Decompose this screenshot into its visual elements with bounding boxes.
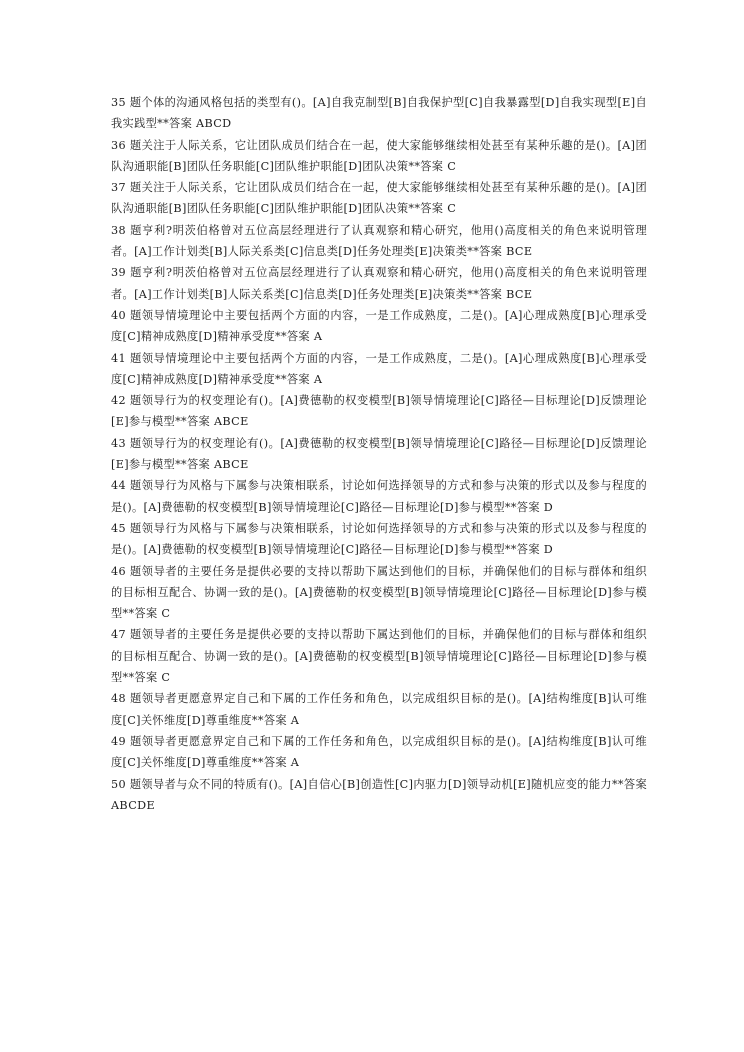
question-38: 38 题亨利?明茨伯格曾对五位高层经理进行了认真观察和精心研究，他用()高度相关的角色来说明管理者。[A]工作计划类[B]人际关系类[C]信息类[D]任务处理类[E]决策类**答案 BCE — [111, 223, 647, 259]
question-35: 35 题个体的沟通风格包括的类型有()。[A]自我克制型[B]自我保护型[C]自我暴露型[D]自我实现型[E]自我实践型**答案 ABCD — [111, 96, 647, 131]
question-47: 47 题领导者的主要任务是提供必要的支持以帮助下属达到他们的目标，并确保他们的目标与群体和组织的目标相互配合、协调一致的是()。[A]费德勒的权变模型[B]领导情境理论[C]路径—目标理论[D]参与模型**答案 C — [111, 628, 647, 685]
question-45: 45 题领导行为风格与下属参与决策相联系，讨论如何选择领导的方式和参与决策的形式以及参与程度的是()。[A]费德勒的权变模型[B]领导情境理论[C]路径—目标理论[D]参与模型**答案 D — [111, 521, 647, 557]
question-36: 36 题关注于人际关系，它让团队成员们结合在一起，使大家能够继续相处甚至有某种乐趣的是()。[A]团队沟通职能[B]团队任务职能[C]团队维护职能[D]团队决策**答案 C — [111, 138, 647, 173]
question-49: 49 题领导者更愿意界定自己和下属的工作任务和角色，以完成组织目标的是()。[A]结构维度[B]认可维度[C]关怀维度[D]尊重维度**答案 A — [111, 734, 647, 770]
question-42: 42 题领导行为的权变理论有()。[A]费德勒的权变模型[B]领导情境理论[C]路径—目标理论[D]反馈理论[E]参与模型**答案 ABCE — [111, 394, 647, 429]
question-50: 50 题领导者与众不同的特质有()。[A]自信心[B]创造性[C]内驱力[D]领导动机[E]随机应变的能力**答案 ABCDE — [111, 777, 647, 812]
question-48: 48 题领导者更愿意界定自己和下属的工作任务和角色，以完成组织目标的是()。[A]结构维度[B]认可维度[C]关怀维度[D]尊重维度**答案 A — [111, 692, 647, 727]
question-37: 37 题关注于人际关系，它让团队成员们结合在一起，使大家能够继续相处甚至有某种乐趣的是()。[A]团队沟通职能[B]团队任务职能[C]团队维护职能[D]团队决策**答案 C — [111, 181, 647, 216]
question-41: 41 题领导情境理论中主要包括两个方面的内容，一是工作成熟度，二是()。[A]心理成熟度[B]心理承受度[C]精神成熟度[D]精神承受度**答案 A — [111, 351, 647, 386]
question-list — [111, 92, 647, 816]
question-40: 40 题领导情境理论中主要包括两个方面的内容，一是工作成熟度，二是()。[A]心理成熟度[B]心理承受度[C]精神成熟度[D]精神承受度**答案 A — [111, 308, 647, 344]
question-44: 44 题领导行为风格与下属参与决策相联系，讨论如何选择领导的方式和参与决策的形式以及参与程度的是()。[A]费德勒的权变模型[B]领导情境理论[C]路径—目标理论[D]参与模型**答案 D — [111, 479, 647, 514]
question-39: 39 题亨利?明茨伯格曾对五位高层经理进行了认真观察和精心研究，他用()高度相关的角色来说明管理者。[A]工作计划类[B]人际关系类[C]信息类[D]任务处理类[E]决策类**答案 BCE — [111, 266, 647, 301]
question-43: 43 题领导行为的权变理论有()。[A]费德勒的权变模型[B]领导情境理论[C]路径—目标理论[D]反馈理论[E]参与模型**答案 ABCE — [111, 436, 647, 472]
question-46: 46 题领导者的主要任务是提供必要的支持以帮助下属达到他们的目标，并确保他们的目标与群体和组织的目标相互配合、协调一致的是()。[A]费德勒的权变模型[B]领导情境理论[C]路径—目标理论[D]参与模型**答案 C — [111, 564, 647, 621]
